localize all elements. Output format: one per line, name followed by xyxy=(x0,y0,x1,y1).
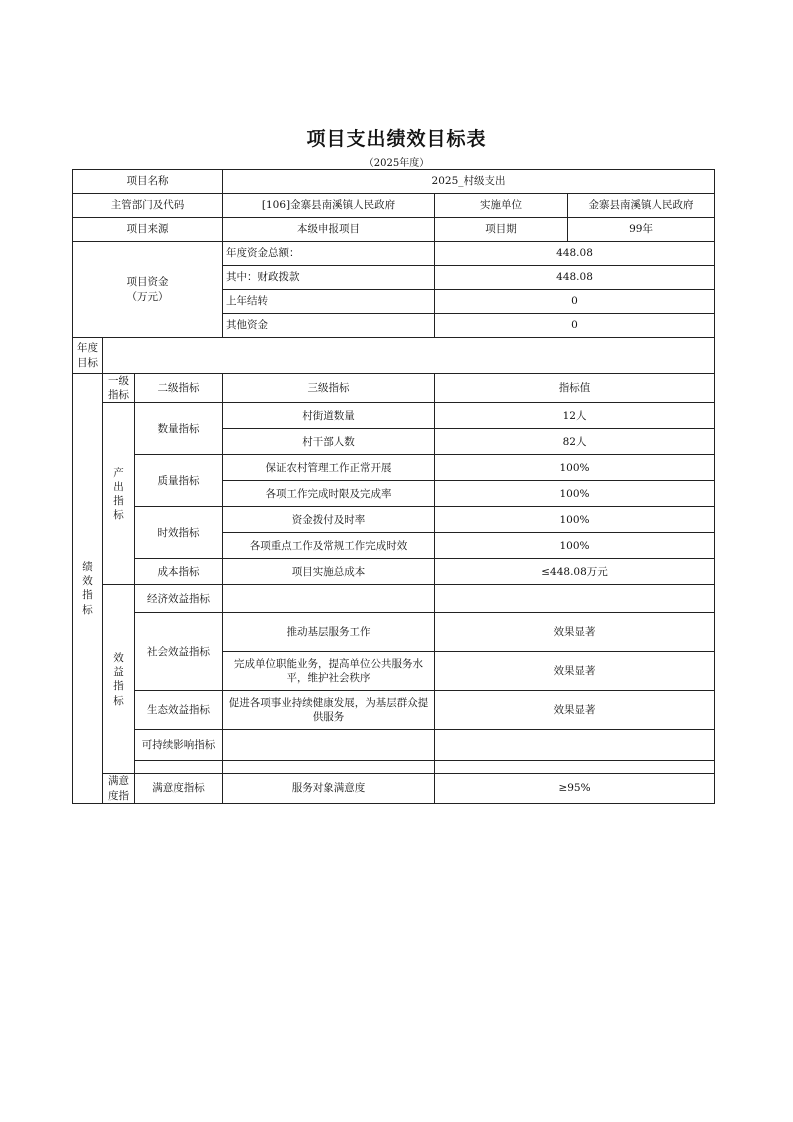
indicator-row xyxy=(73,761,715,774)
indicator-name: 各项重点工作及常规工作完成时效 xyxy=(223,533,435,559)
impl-unit-label: 实施单位 xyxy=(435,194,568,218)
economic-indicator-label: 经济效益指标 xyxy=(135,585,223,613)
indicator-name: 推动基层服务工作 xyxy=(223,613,435,652)
funds-carryover-label: 上年结转 xyxy=(223,290,435,314)
indicator-name: 服务对象满意度 xyxy=(223,774,435,803)
funds-total-label: 年度资金总额： xyxy=(223,242,435,266)
indicator-value: 100% xyxy=(435,455,715,481)
indicators-section-label: 绩效指标 xyxy=(73,374,103,804)
indicator-name: 促进各项事业持续健康发展，为基层群众提供服务 xyxy=(223,691,435,730)
indicator-name xyxy=(223,730,435,761)
source-value: 本级申报项目 xyxy=(223,218,435,242)
quantity-indicator-label: 数量指标 xyxy=(135,403,223,455)
dept-label: 主管部门及代码 xyxy=(73,194,223,218)
indicator-row xyxy=(73,559,715,585)
benefit-indicator-label: 效益指标 xyxy=(103,585,135,774)
indicator-value: ≤448.08万元 xyxy=(435,559,715,585)
funds-row xyxy=(73,242,715,266)
indicator-value: 100% xyxy=(435,481,715,507)
impl-unit-value: 金寨县南溪镇人民政府 xyxy=(568,194,715,218)
indicator-value: 效果显著 xyxy=(435,691,715,730)
period-value: 99年 xyxy=(568,218,715,242)
indicator-name: 村干部人数 xyxy=(223,429,435,455)
satisfaction-row xyxy=(73,774,715,803)
funds-other-label: 其他资金 xyxy=(223,314,435,338)
indicator-name: 资金拨付及时率 xyxy=(223,507,435,533)
indicator-value: 100% xyxy=(435,533,715,559)
indicator-name: 项目实施总成本 xyxy=(223,559,435,585)
funds-label xyxy=(73,242,223,338)
output-indicator-label: 产出指标 xyxy=(103,403,135,585)
indicator-value: ≥95% xyxy=(435,774,715,803)
funds-label-line1: 项目资金 xyxy=(126,276,169,289)
header-value: 指标值 xyxy=(435,374,715,403)
indicator-name xyxy=(223,585,435,613)
funds-label-line2: （万元） xyxy=(126,290,169,303)
project-name-row xyxy=(73,170,715,194)
year-subtitle: （2025年度） xyxy=(363,158,430,169)
indicator-row xyxy=(73,507,715,533)
indicator-value: 效果显著 xyxy=(435,613,715,652)
cost-indicator-label: 成本指标 xyxy=(135,559,223,585)
annual-goal-value xyxy=(103,338,715,374)
indicator-row xyxy=(73,585,715,613)
indicator-name: 各项工作完成时限及完成率 xyxy=(223,481,435,507)
indicator-header-row xyxy=(73,374,715,403)
quality-indicator-label: 质量指标 xyxy=(135,455,223,507)
page-title: 项目支出绩效目标表 xyxy=(306,128,487,150)
funds-carryover-value: 0 xyxy=(435,290,715,314)
timeliness-indicator-label: 时效指标 xyxy=(135,507,223,559)
indicator-name: 村街道数量 xyxy=(223,403,435,429)
indicator-value: 12人 xyxy=(435,403,715,429)
source-label: 项目来源 xyxy=(73,218,223,242)
sustainable-indicator-label: 可持续影响指标 xyxy=(135,730,223,761)
project-name-value: 2025_村级支出 xyxy=(223,170,715,194)
funds-fiscal-value: 448.08 xyxy=(435,266,715,290)
indicator-value: 100% xyxy=(435,507,715,533)
indicator-name: 保证农村管理工作正常开展 xyxy=(223,455,435,481)
funds-total-value: 448.08 xyxy=(435,242,715,266)
indicator-value xyxy=(435,730,715,761)
indicator-row xyxy=(73,455,715,481)
source-row xyxy=(73,218,715,242)
funds-fiscal-label: 其中：财政拨款 xyxy=(223,266,435,290)
satisfaction-indicator-label: 满意度指 xyxy=(103,774,135,803)
period-label: 项目期 xyxy=(435,218,568,242)
indicator-row xyxy=(73,730,715,761)
header-level3: 三级指标 xyxy=(223,374,435,403)
annual-goal-row xyxy=(73,338,715,374)
indicator-value xyxy=(435,585,715,613)
indicator-name: 完成单位职能业务，提高单位公共服务水平，维护社会秩序 xyxy=(223,652,435,691)
indicator-row xyxy=(73,613,715,652)
ecological-indicator-label: 生态效益指标 xyxy=(135,691,223,730)
header-level2: 二级指标 xyxy=(135,374,223,403)
performance-table xyxy=(72,169,715,804)
indicator-row xyxy=(73,691,715,730)
indicator-row xyxy=(73,403,715,429)
dept-row xyxy=(73,194,715,218)
satisfaction-sub-label: 满意度指标 xyxy=(135,774,223,803)
annual-goal-label: 年度目标 xyxy=(73,338,103,374)
indicator-value: 效果显著 xyxy=(435,652,715,691)
dept-value: [106]金寨县南溪镇人民政府 xyxy=(223,194,435,218)
indicator-value: 82人 xyxy=(435,429,715,455)
social-indicator-label: 社会效益指标 xyxy=(135,613,223,691)
funds-other-value: 0 xyxy=(435,314,715,338)
project-name-label: 项目名称 xyxy=(73,170,223,194)
header-level1: 一级指标 xyxy=(103,374,135,403)
